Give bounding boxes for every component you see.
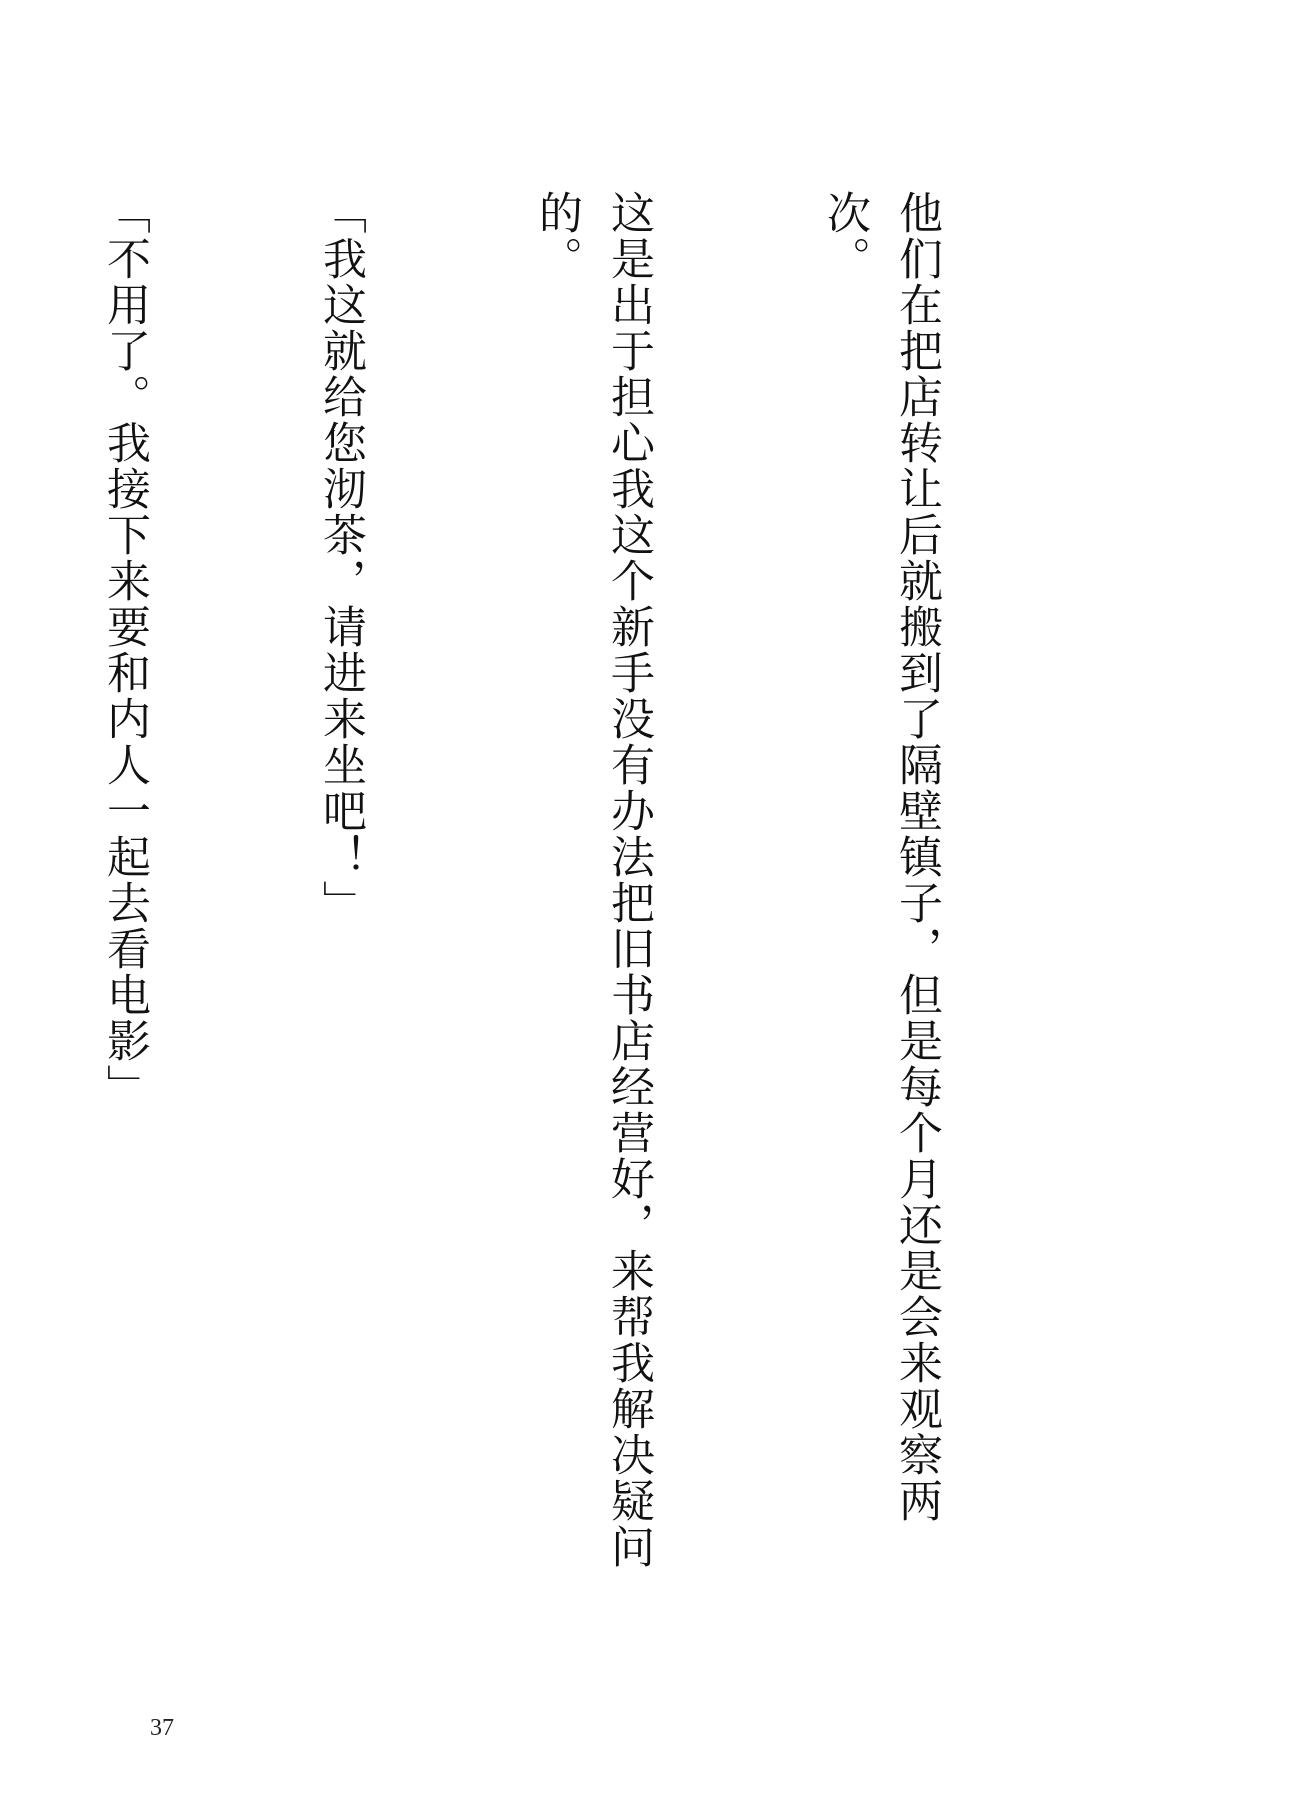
dialogue-line: 「我这就给您沏茶，请进来坐吧！」 (315, 190, 366, 926)
dialogue-line: 「不用了。我接下来要和内人一起去看电影」 (99, 190, 150, 1110)
paragraph: 他们在把店转让后就搬到了隔壁镇子，但是每个月还是会来观察两次。 (819, 190, 942, 1524)
paragraph: 这是出于担心我这个新手没有办法把旧书店经营好，来帮我解决疑问的。 (531, 190, 654, 1570)
vertical-text-body (0, 190, 1096, 1590)
page-number: 37 (150, 1715, 174, 1741)
